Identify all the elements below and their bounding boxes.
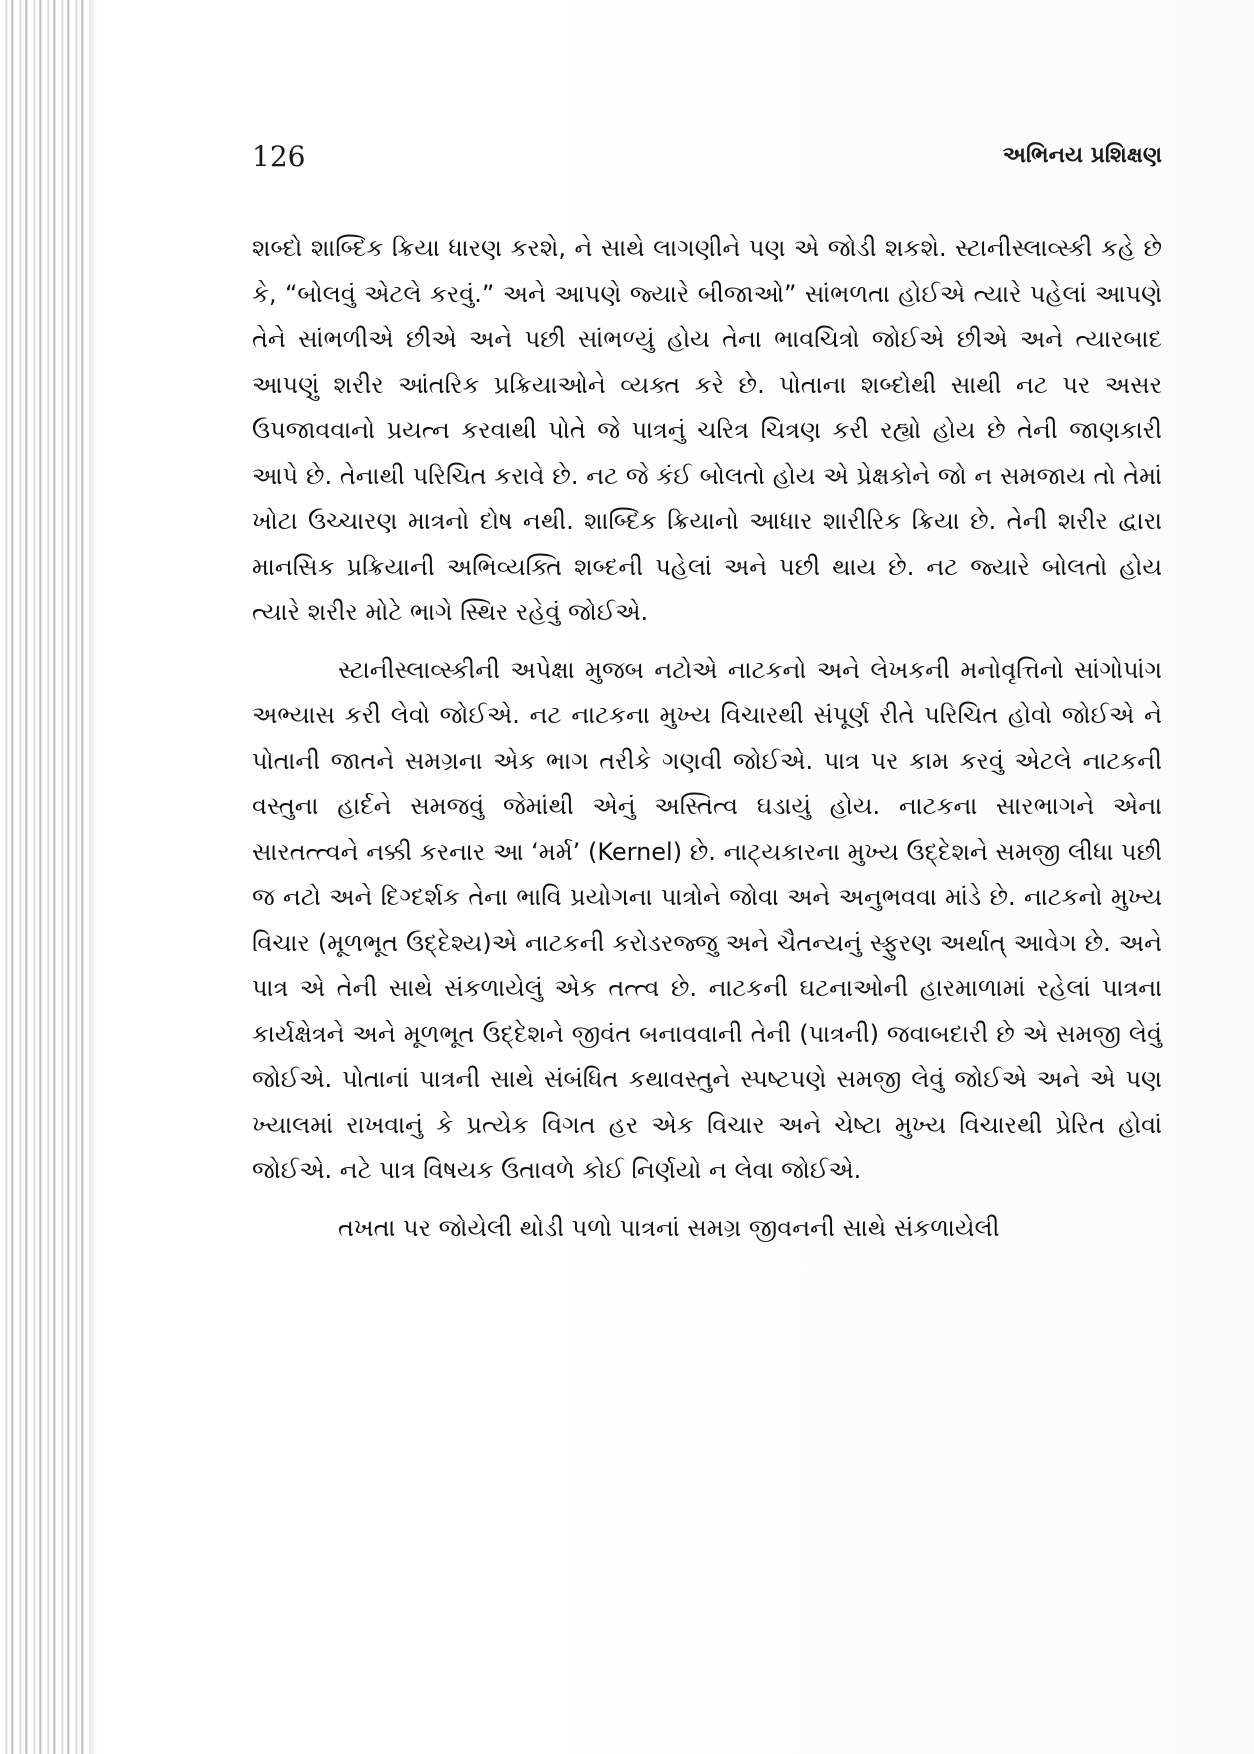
paragraph: સ્ટાનીસ્લાવ્સ્કીની અપેક્ષા મુજબ નટોએ નાટકનો અને લેખકની મનોવૃત્તિનો સાંગોપાંગ અભ્યાસ કરી લેવો જોઈએ. નટ નાટકના મુખ્ય વિચારથી સંપૂર્ણ રીતે પરિચિત હોવો જોઈએ ને પોતાની જાતને સમગ્રના એક ભાગ તરીકે ગણવી જોઈએ. પાત્ર પર કામ કરવું એટલે નાટકની વસ્તુના હાર્દને સમજવું જેમાંથી એનું અસ્તિત્વ ઘડાયું હોય. નાટકના સારભાગને એના સારતત્ત્વને નક્કી કરનાર આ ‘મર્મ’ (Kernel) છે. નાટ્યકારના મુખ્ય ઉદ્દેશને સમજી લીધા પછી જ નટો અને દિગ્દર્શક તેના ભાવિ પ્રયોગના પાત્રોને જોવા અને અનુભવવા માંડે છે. નાટકનો મુખ્ય વિચાર (મૂળભૂત ઉદ્દેશ્ય)એ નાટકની કરોડરજ્જુ અને ચૈતન્યનું સ્ફુરણ અર્થાત્ આવેગ છે. અને પાત્ર એ તેની સાથે સંકળાયેલું એક તત્ત્વ છે. નાટકની ઘટનાઓની હારમાળામાં રહેલાં પાત્રના કાર્યક્ષેત્રને અને મૂળભૂત ઉદ્દેશને જીવંત બનાવવાની તેની (પાત્રની) જવાબદારી છે એ સમજી લેવું જોઈએ. પોતાનાં પાત્રની સાથે સંબંધિત કથાવસ્તુને સ્પષ્ટપણે સમજી લેવું જોઈએ અને એ પણ ખ્યાલમાં રાખવાનું કે પ્રત્યેક વિગત હર એક વિચાર અને ચેષ્ટા મુખ્ય વિચારથી પ્રેરિત હોવાં જોઈએ. નટે પાત્ર વિષયક ઉતાવળે કોઈ નિર્ણયો ન લેવા જોઈએ. [252,655,1162,1184]
page-number: 126 [252,140,306,173]
page-header [252,140,1162,180]
body-text [252,226,1162,1263]
paragraph: તખતા પર જોયેલી થોડી પળો પાત્રનાં સમગ્ર જીવનની સાથે સંકળાયેલી [338,1213,1000,1242]
stacked-page-edges [0,0,96,1754]
running-head: અભિનય પ્રશિક્ષણ [1002,142,1162,168]
paragraph: શબ્દો શાબ્દિક ક્રિયા ધારણ કરશે, ને સાથે લાગણીને પણ એ જોડી શકશે. સ્ટાનીસ્લાવ્સ્કી કહે છે કે, “બોલવું એટલે કરવું.” અને આપણે જ્યારે બીજાઓ” સાંભળતા હોઈએ ત્યારે પહેલાં આપણે તેને સાંભળીએ છીએ અને પછી સાંભળ્યું હોય તેના ભાવચિત્રો જોઈએ છીએ અને ત્યારબાદ આપણું શરીર આંતરિક પ્રક્રિયાઓને વ્યક્ત કરે છે. પોતાના શબ્દોથી સાથી નટ પર અસર ઉપજાવવાનો પ્રયત્ન કરવાથી પોતે જે પાત્રનું ચરિત્ર ચિત્રણ કરી રહ્યો હોય છે તેની જાણકારી આપે છે. તેનાથી પરિચિત કરાવે છે. નટ જે કંઈ બોલતો હોય એ પ્રેક્ષકોને જો ન સમજાય તો તેમાં ખોટા ઉચ્ચારણ માત્રનો દોષ નથી. શાબ્દિક ક્રિયાનો આધાર શારીરિક ક્રિયા છે. તેની શરીર દ્વારા માનસિક પ્રક્રિયાની અભિવ્યક્તિ શબ્દની પહેલાં અને પછી થાય છે. નટ જ્યારે બોલતો હોય ત્યારે શરીર મોટે ભાગે સ્થિર રહેવું જોઈએ. [252,234,1162,626]
